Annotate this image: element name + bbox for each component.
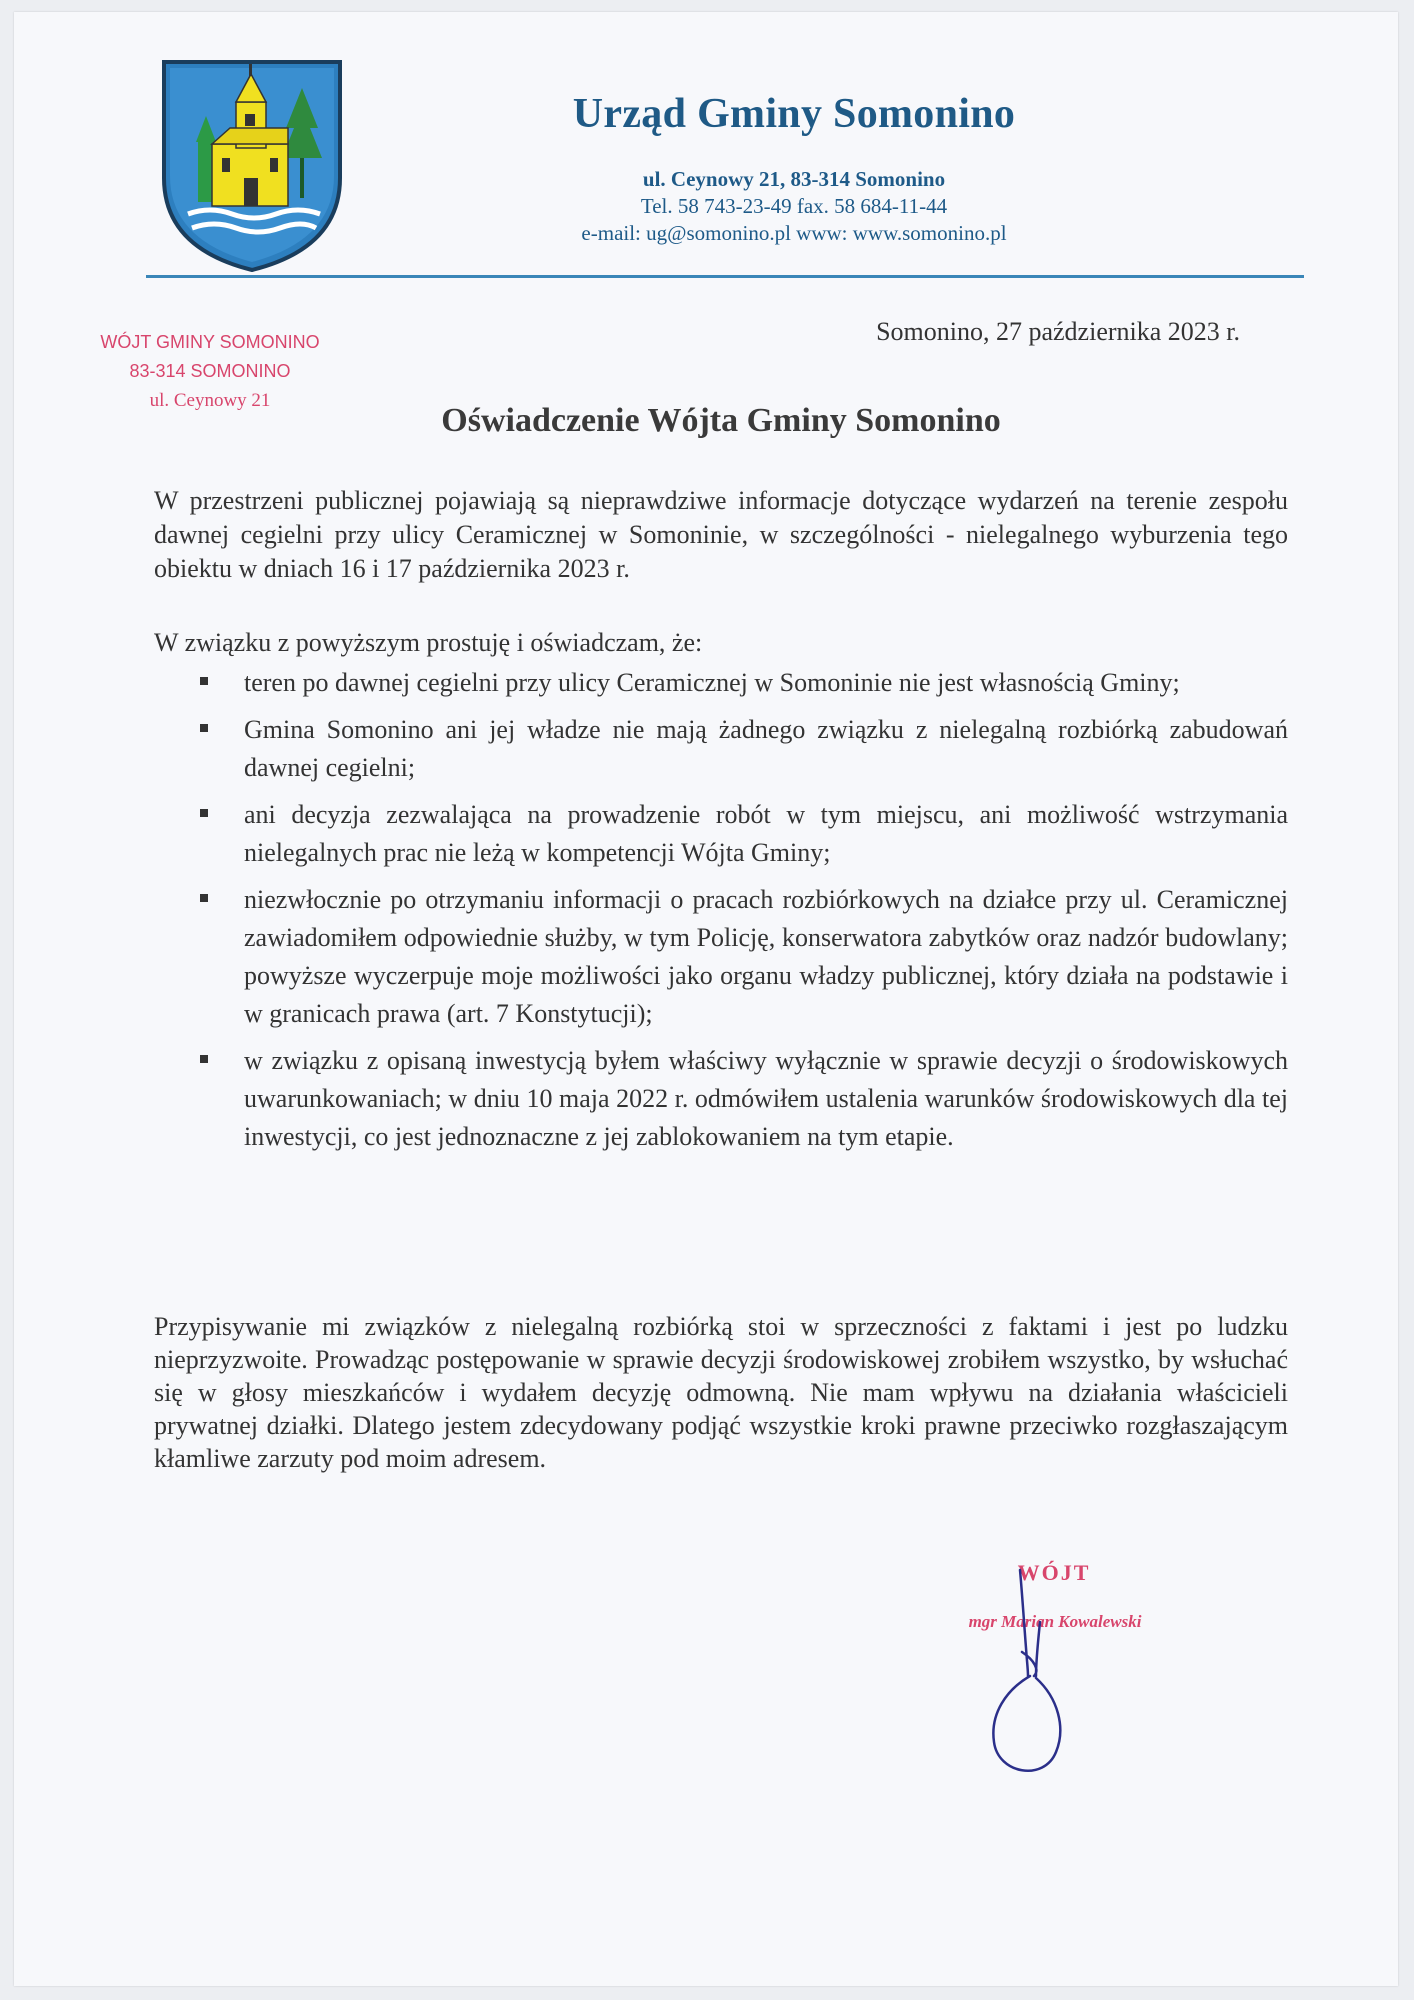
list-item-text: Gmina Somonino ani jej władze nie mają żadnego związku z nielegalną rozbiórką zabudowań dawnej cegielni;	[244, 715, 1288, 782]
statement-intro: W związku z powyższym prostuję i oświadczam, że:	[154, 628, 703, 657]
bullet-square-icon	[200, 724, 208, 732]
document-page	[14, 12, 1398, 1986]
office-name: Urząd Gminy Somonino	[572, 91, 1016, 137]
header-divider	[146, 275, 1304, 278]
list-item-text: ani decyzja zezwalająca na prowadzenie robót w tym miejscu, ani możliwość wstrzymania nielegalnych prac nie leżą w kompetencji Wójta Gminy;	[244, 800, 1288, 867]
bullet-square-icon	[200, 809, 208, 817]
list-item	[194, 1042, 1288, 1156]
handwritten-signature-icon	[974, 1552, 1094, 1792]
office-address: ul. Ceynowy 21, 83-314 Somonino	[642, 167, 946, 191]
coat-of-arms-church-icon	[160, 58, 344, 274]
list-item-text: niezwłocznie po otrzymaniu informacji o pracach rozbiórkowych na działce przy ul. Ceramicznej zawiadomiłem odpowiednie służby, w tym Policję, konserwatora zabytków oraz nadzór budowlany; powyższe wyczerpuje moje możliwości jako organu władzy publicznej, który działa na podstawie i w granicach prawa (art. 7 Konstytucji);	[244, 885, 1288, 1028]
stamp-line-1: WÓJT GMINY SOMONINO	[100, 332, 320, 352]
statement-list	[194, 664, 1288, 1165]
list-item	[194, 796, 1288, 872]
list-item-text: w związku z opisaną inwestycją byłem właściwy wyłącznie w sprawie decyzji o środowiskowych uwarunkowaniach; w dniu 10 maja 2022 r. odmówiłem ustalenia warunków środowiskowych dla tej inwestycji, co jest jednoznaczne z jej zablokowaniem na tym etapie.	[244, 1046, 1288, 1151]
document-title: Oświadczenie Wójta Gminy Somonino	[441, 402, 1001, 439]
office-email-www: e-mail: ug@somonino.pl www: www.somonino.pl	[581, 221, 1007, 245]
paragraph-2: Przypisywanie mi związków z nielegalną rozbiórką stoi w sprzeczności z faktami i jest po ludzku nieprzyzwoite. Prowadząc postępowanie w sprawie decyzji środowiskowej zrobiłem wszystko, by wsłuchać się w głosy mieszkańców i wydałem decyzję odmowną. Nie mam wpływu na działania właścicieli prywatnej działki. Dlatego jestem zdecydowany podjąć wszystkie kroki prawne przeciwko rozgłaszającym kłamliwe zarzuty pod moim adresem.	[154, 1312, 1288, 1473]
bullet-square-icon	[200, 677, 208, 685]
bullet-square-icon	[200, 1055, 208, 1063]
list-item	[194, 711, 1288, 787]
office-phone-fax: Tel. 58 743-23-49 fax. 58 684-11-44	[640, 194, 948, 218]
stamp-line-3: ul. Ceynowy 21	[149, 390, 271, 411]
list-item-text: teren po dawnej cegielni przy ulicy Ceramicznej w Somoninie nie jest własnością Gminy;	[244, 668, 1180, 697]
stamp-line-2: 83-314 SOMONINO	[129, 361, 291, 381]
list-item	[194, 664, 1288, 702]
list-item	[194, 881, 1288, 1033]
signature-title: WÓJT	[1017, 1560, 1091, 1585]
bullet-square-icon	[200, 894, 208, 902]
paragraph-1: W przestrzeni publicznej pojawiają są nieprawdziwe informacje dotyczące wydarzeń na terenie zespołu dawnej cegielni przy ulicy Ceramicznej w Somoninie, w szczególności - nielegalnego wyburzenia tego obiektu w dniach 16 i 17 października 2023 r.	[154, 486, 1288, 583]
signature-name: mgr Marian Kowalewski	[968, 1612, 1142, 1631]
document-date: Somonino, 27 października 2023 r.	[876, 317, 1240, 346]
